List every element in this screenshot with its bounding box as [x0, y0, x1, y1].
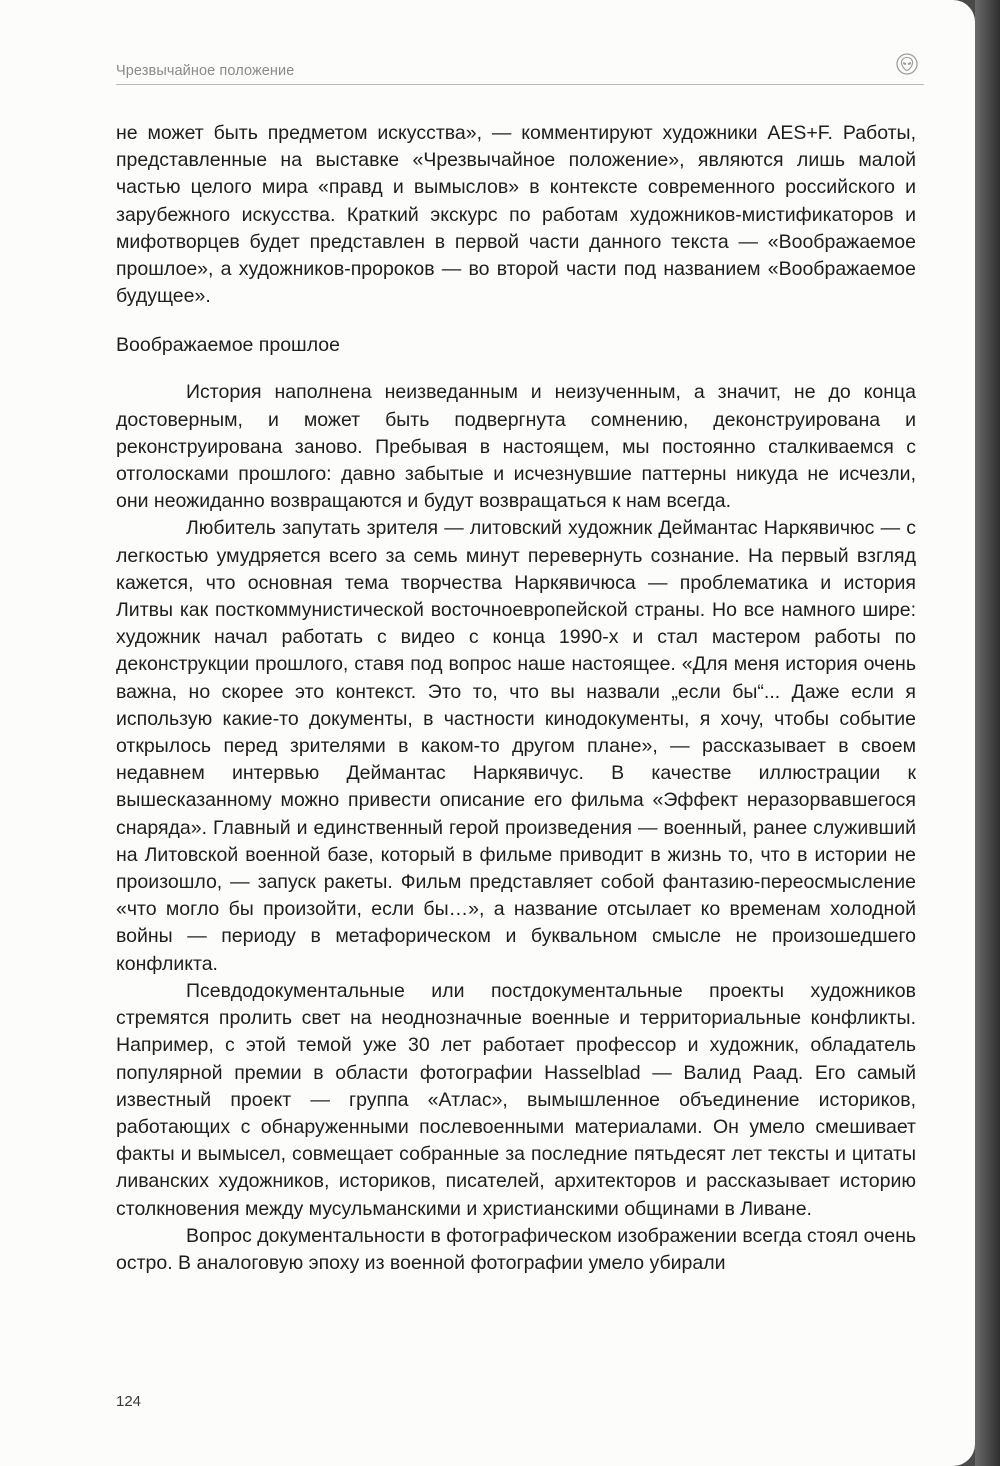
intro-paragraph: не может быть предметом искусства», — комментируют художники AES+F. Работы, представленные на выставке «Чрезвычайное положение», являются лишь малой частью целого мира «правд и вымыслов» в контексте современного российского и зарубежного искусства. Краткий экскурс по работам художников-мистификаторов и мифотворцев будет представлен в первой части данного текста — «Воображаемое прошлое», а художников-пророков — во второй части под названием «Воображаемое будущее». [116, 122, 916, 308]
running-header: Чрезвычайное положение [116, 63, 295, 79]
body-paragraph: Любитель запутать зрителя — литовский художник Деймантас Наркявичюс — с легкостью умудряется всего за семь минут перевернуть сознание. На первый взгляд кажется, что основная тема творчества Наркявичюса — проблематика и история Литвы как посткоммунистической восточноевропейской страны. Но все намного шире: художник начал работать с видео с конца 1990-х и стал мастером работы по деконструкции прошлого, ставя под вопрос наше настоящее. «Для меня история очень важна, но скорее это контекст. Это то, что вы назвали „если бы“... Даже если я использую какие-то документы, в частности кинодокументы, я хочу, чтобы событие открылось перед зрителями в каком-то другом плане», — рассказывает в своем недавнем интервью Деймантас Наркявичус. В качестве иллюстрации к вышесказанному можно привести описание его фильма «Эффект неразорвавшегося снаряда». Главный и единственный герой произведения — военный, ранее служивший на Литовской военной базе, который в фильме приводит в жизнь то, что в истории не произошло, — запуск ракеты. Фильм представляет собой фантазию-переосмысление «что могло бы произойти, если бы…», а название отсылает ко временам холодной войны — периоду в метафорическом и буквальном смысле не произошедшего конфликта. [116, 517, 916, 975]
alien-head-icon [896, 53, 918, 75]
page-number: 124 [116, 1393, 142, 1410]
page-edge-shadow [975, 0, 1000, 1466]
section-heading: Воображаемое прошлое [116, 334, 340, 357]
header-divider [116, 84, 924, 85]
body-paragraph: История наполнена неизведанным и неизученным, а значит, не до конца достоверным, и может быть подвергнута сомнению, деконструирована и реконструирована заново. Пребывая в настоящем, мы постоянно сталкиваемся с отголосками прошлого: давно забытые и исчезнувшие паттерны никуда не исчезли, они неожиданно возвращаются и будут возвращаться к нам всегда. [116, 381, 916, 513]
body-paragraph: Вопрос документальности в фотографическом изображении всегда стоял очень остро. В аналоговую эпоху из военной фотографии умело убирали [116, 1224, 917, 1274]
article-body [116, 120, 916, 1277]
body-paragraph: Псевдодокументальные или постдокументальные проекты художников стремятся пролить свет на неоднозначные военные и территориальные конфликты. Например, с этой темой уже 30 лет работает профессор и художник, обладатель популярной премии в области фотографии Hasselblad — Валид Раад. Его самый известный проект — группа «Атлас», вымышленное объединение историков, работающих с обнаруженными послевоенными материалами. Он умело смешивает факты и вымысел, совмещает собранные за последние пятьдесят лет тексты и цитаты ливанских художников, историков, писателей, архитекторов и рассказывает историю столкновения между мусульманскими и христианскими общинами в Ливане. [116, 979, 916, 1220]
